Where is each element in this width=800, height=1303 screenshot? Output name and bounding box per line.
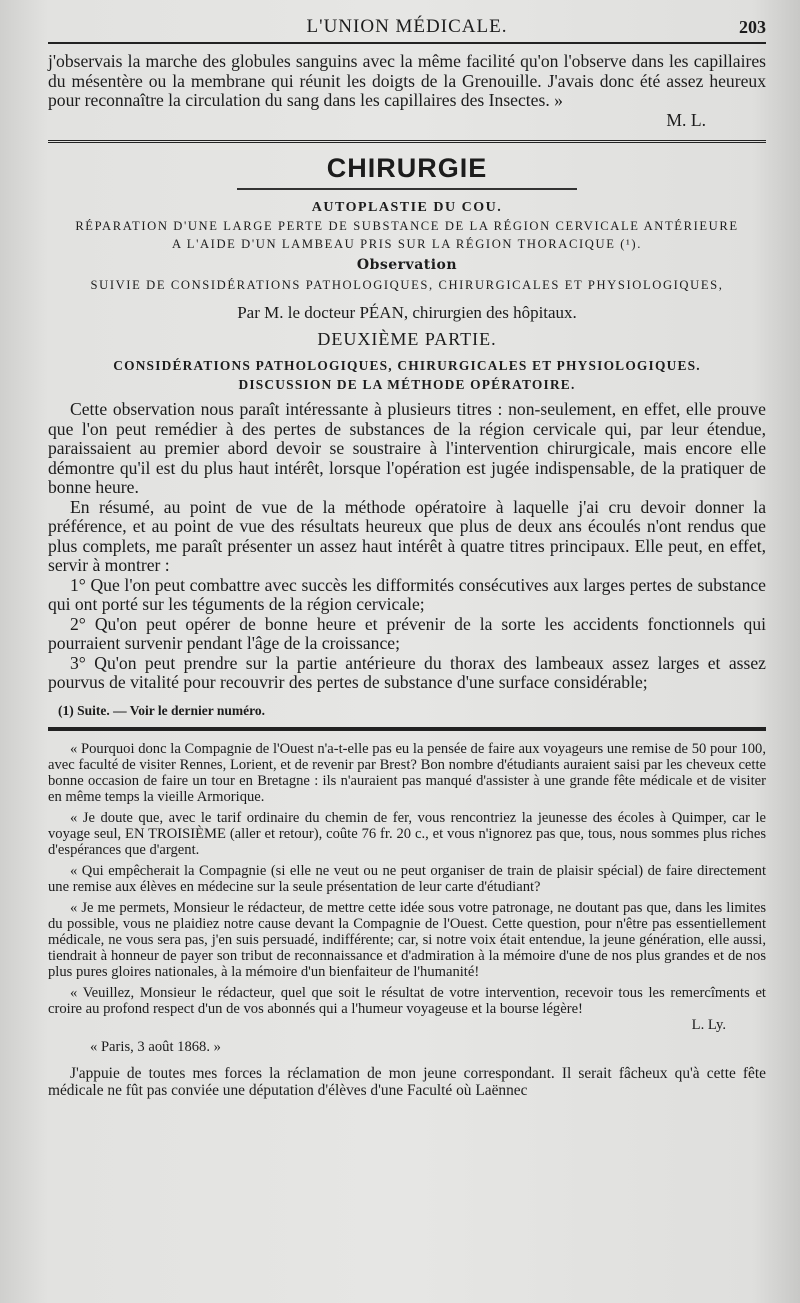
article-list-item: 1° Que l'on peut combattre avec succès les difformités consécutives aux larges pertes de substance qui ont porté sur les téguments de la région cervicale; (48, 574, 766, 614)
letter-signature-row (48, 1017, 766, 1033)
running-header (48, 12, 766, 42)
considerations-line-2: DISCUSSION DE LA MÉTHODE OPÉRATOIRE. (238, 377, 576, 392)
journal-title: L'UNION MÉDICALE. (306, 16, 508, 37)
section-title-rule (237, 188, 577, 190)
article-headline-1: RÉPARATION D'UNE LARGE PERTE DE SUBSTANCE DE LA RÉGION CERVICALE ANTÉRIEURE (75, 219, 739, 233)
section-title: CHIRURGIE (326, 153, 488, 183)
opening-paragraph-block (48, 52, 766, 130)
letter-block (48, 741, 766, 1055)
article-headline-3: SUIVIE DE CONSIDÉRATIONS PATHOLOGIQUES, CHIRURGICALES ET PHYSIOLOGIQUES, (90, 278, 724, 292)
letter-paragraph: « Pourquoi donc la Compagnie de l'Ouest n'a-t-elle pas eu la pensée de faire aux voyageurs une remise de 50 pour 100, avec faculté de visiter Rennes, Lorient, et de revenir par Brest? Bon nombre d'étudiants auraient saisi par les cheveux cette bonne occasion de faire un tour en Bretagne : ils n'auraient pas manqué d'assister à une grande fête médicale et de visiter en même temps la vieille Armorique. (48, 740, 766, 805)
article-author: Par M. le docteur PÉAN, chirurgien des hôpitaux. (237, 303, 577, 322)
article-heading (48, 153, 766, 394)
letter-paragraph: « Je me permets, Monsieur le rédacteur, de mettre cette idée sous votre patronage, ne doutant pas que, dans les limites du possible, vous ne plaidiez notre cause devant la Compagnie de l'Ouest. Cette question, pour n'être pas essentiellement médicale, ne vous sera pas, j'en suis persuadé, indifférente; car, si notre voix était entendue, la jeune génération, elle aussi, tiendrait à honneur de payer son tribut de reconnaissance et d'admiration à la mémoire d'une de nos plus grandes et de nos plus pures gloires nationales, à la mémoire d'un bienfaiteur de l'humanité! (48, 899, 766, 980)
letter-paragraph: « Veuillez, Monsieur le rédacteur, quel que soit le résultat de votre intervention, recevoir tous les remercîments et croire au profond respect d'un de vos abonnés qui a l'humeur voyageuse et la bourse légère! (48, 984, 766, 1017)
observation-label: Observation (356, 257, 458, 273)
opening-signature: M. L. (666, 109, 706, 130)
article-list-item: 3° Qu'on peut prendre sur la partie antérieure du thorax des lambeaux assez larges et assez pourvus de vitalité pour recouvrir des pertes de substance d'une surface considérable; (48, 652, 766, 692)
article-body (48, 400, 766, 693)
article-subtitle: AUTOPLASTIE DU COU. (311, 200, 503, 215)
header-rule (48, 42, 766, 44)
letter-divider (48, 727, 766, 731)
page-number: 203 (739, 17, 766, 37)
letter-signature: L. Ly. (691, 1016, 726, 1033)
letter-paragraph: « Qui empêcherait la Compagnie (si elle ne veut ou ne peut organiser de train de plaisir spécial) de faire directement une remise aux élèves en médecine sur la seule présentation de leur carte d'étudiant? (48, 862, 766, 895)
part-heading: DEUXIÈME PARTIE. (317, 329, 497, 349)
opening-paragraph: j'observais la marche des globules sanguins avec la même facilité qu'on l'observe dans les capillaires du mésentère ou la membrane qui réunit les doigts de la Grenouille. J'avais donc été assez heureux pour reconnaître la circulation du sang dans les capillaires des Insectes. » (48, 51, 766, 110)
footnote: (1) Suite. — Voir le dernier numéro. (58, 702, 265, 718)
section-divider (48, 140, 766, 143)
article-headline-2: A L'AIDE D'UN LAMBEAU PRIS SUR LA RÉGION THORACIQUE (¹). (172, 237, 642, 251)
closing-paragraph-block (48, 1065, 766, 1100)
article-paragraph: En résumé, au point de vue de la méthode opératoire à laquelle j'ai cru devoir donner la préférence, et au point de vue des résultats heureux que plus de deux ans écoulés n'ont rendus que plus complets, me paraît présenter un assez haut intérêt à quatre titres principaux. Elle peut, en effet, servir à montrer : (48, 496, 766, 575)
article-list-item: 2° Qu'on peut opérer de bonne heure et prévenir de la sorte les accidents fonctionnels qui pourraient survenir pendant l'âge de la croissance; (48, 613, 766, 653)
article-paragraph: Cette observation nous paraît intéressante à plusieurs titres : non-seulement, en effet, elle prouve que l'on peut remédier à des pertes de substances de la région cervicale qui, par leur étendue, paraissaient au premier abord devoir se soustraire à l'intervention chirurgicale, mais encore elle démontre qu'il est du plus haut intérêt, lorsque l'opération est jugée indispensable, de la pratiquer de bonne heure. (48, 399, 766, 497)
letter-dateline: « Paris, 3 août 1868. » (90, 1038, 221, 1055)
letter-paragraph: « Je doute que, avec le tarif ordinaire du chemin de fer, vous rencontriez la jeunesse des écoles à Quimper, car le voyage seul, EN TROISIÈME (aller et retour), coûte 76 fr. 20 c., et vous n'ignorez pas que, tous, nous sommes plus riches d'espérances que d'argent. (48, 809, 766, 858)
considerations-heading (48, 356, 766, 394)
considerations-line-1: CONSIDÉRATIONS PATHOLOGIQUES, CHIRURGICALES ET PHYSIOLOGIQUES. (113, 358, 701, 373)
closing-paragraph: J'appuie de toutes mes forces la réclamation de mon jeune correspondant. Il serait fâcheux qu'à cette fête médicale ne fût pas conviée une députation d'élèves d'une Faculté où Laënnec (48, 1064, 766, 1099)
